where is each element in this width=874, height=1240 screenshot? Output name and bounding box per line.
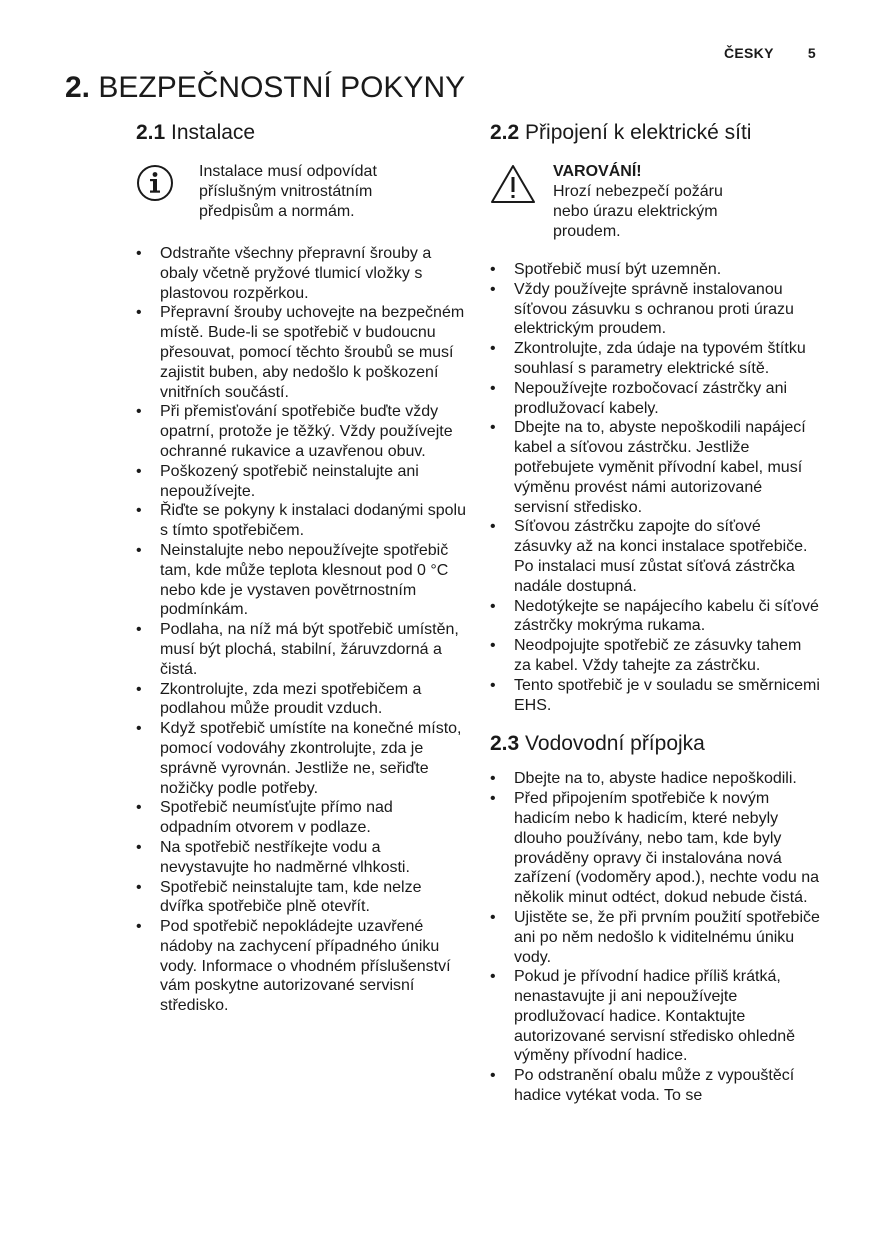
list-item: • Zkontrolujte, zda mezi spotřebičem a podlahou může proudit vzduch. [136,680,466,720]
list-item: • Vždy používejte správně instalovanou síťovou zásuvku s ochranou proti úrazu elektrickým proudem. [490,280,820,339]
list-item: • Po odstranění obalu může z vypouštěcí hadice vytékat voda. To se [490,1066,820,1106]
warning-notice-text [553,162,753,242]
list-item: • Při přemisťování spotřebiče buďte vždy opatrní, protože je těžký. Vždy používejte ochranné rukavice a uzavřenou obuv. [136,402,466,461]
list-item: • Poškozený spotřebič neinstalujte ani nepoužívejte. [136,462,466,502]
warning-text: Hrozí nebezpečí požáru nebo úrazu elektrickým proudem. [553,183,723,240]
list-item: • Přepravní šrouby uchovejte na bezpečném místě. Bude-li se spotřebič v budoucnu přesouvat, pomocí těchto šroubů se musí zajistit buben, aby nedošlo k poškození vnitřních součástí. [136,303,466,402]
water-connection-list [490,769,820,1106]
list-item: • Neinstalujte nebo nepoužívejte spotřebič tam, kde může teplota klesnout pod 0 °C nebo kde je vystaven povětrnostním podmínkám. [136,541,466,620]
list-item: • Dbejte na to, abyste hadice nepoškodili. [490,769,820,789]
list-item: • Na spotřebič nestříkejte vodu a nevystavujte ho nadměrné vlhkosti. [136,838,466,878]
list-item: • Spotřebič musí být uzemněn. [490,260,820,280]
section-2-2-number: 2.2 [490,121,520,144]
section-2-3-title [490,729,820,759]
list-item: • Pokud je přívodní hadice příliš krátká, nenastavujte ji ani nepoužívejte prodlužovací hadice. Kontaktujte autorizované servisní středisko ohledně výměny přívodní hadice. [490,967,820,1066]
section-2-3-number: 2.3 [490,732,520,756]
section-2-1-title-text: Instalace [171,121,256,144]
list-item: • Spotřebič neumísťujte přímo nad odpadním otvorem v podlaze. [136,798,466,838]
chapter-title [65,68,465,108]
list-item: • Nedotýkejte se napájecího kabelu či síťové zástrčky mokrýma rukama. [490,597,820,637]
list-item: • Nepoužívejte rozbočovací zástrčky ani prodlužovací kabely. [490,379,820,419]
page-header [724,45,816,61]
section-2-1-number: 2.1 [136,121,166,144]
chapter-title-text: BEZPEČNOSTNÍ POKYNY [98,71,466,104]
electrical-list [490,260,820,715]
chapter-number: 2. [65,71,91,104]
list-item: • Pod spotřebič nepokládejte uzavřené nádoby na zachycení případného úniku vody. Informace o vhodném příslušenství vám poskytne autorizované servisní středisko. [136,917,466,1016]
list-item: • Řiďte se pokyny k instalaci dodanými spolu s tímto spotřebičem. [136,501,466,541]
warning-icon [490,164,536,209]
installation-list [136,244,466,1016]
warning-label: VAROVÁNÍ! [553,163,642,180]
info-notice-text: Instalace musí odpovídat příslušným vnitrostátním předpisům a normám. [199,163,377,220]
list-item: • Před připojením spotřebiče k novým hadicím nebo k hadicím, které nebyly dlouho používány, nebo tam, kde byly prováděny opravy či instalována nová zařízení (vodoměry apod.), nechte vodu na několik minut odtéct, dokud nebude čistá. [490,789,820,908]
section-2-3-title-text: Vodovodní přípojka [525,732,705,756]
section-2-2-title [490,118,820,148]
list-item: • Tento spotřebič je v souladu se směrnicemi EHS. [490,676,820,716]
info-icon [136,164,174,207]
list-item: • Dbejte na to, abyste nepoškodili napájecí kabel a síťovou zástrčku. Jestliže potřebujete vyměnit přívodní kabel, musí výměnu provést námi autorizované servisní středisko. [490,418,820,517]
section-2-2-title-text: Připojení k elektrické síti [525,121,752,144]
page-number: 5 [807,45,816,61]
section-2-1-title [136,118,466,148]
list-item: • Spotřebič neinstalujte tam, kde nelze dvířka spotřebiče plně otevřít. [136,878,466,918]
list-item: • Ujistěte se, že při prvním použití spotřebiče ani po něm nedošlo k viditelnému úniku vody. [490,908,820,967]
left-column [136,118,466,1016]
language-label: ČESKY [723,45,774,61]
list-item: • Odstraňte všechny přepravní šrouby a obaly včetně pryžové tlumicí vložky s plastovou rozpěrkou. [136,244,466,303]
warning-notice [490,162,820,240]
list-item: • Neodpojujte spotřebič ze zásuvky tahem za kabel. Vždy tahejte za zástrčku. [490,636,820,676]
info-notice [136,162,466,226]
list-item: • Síťovou zástrčku zapojte do síťové zásuvky až na konci instalace spotřebiče. Po instalaci musí zůstat síťová zástrčka nadále dostupná. [490,517,820,596]
right-column [490,118,820,1106]
list-item: • Když spotřebič umístíte na konečné místo, pomocí vodováhy zkontrolujte, zda je správně vyrovnán. Jestliže ne, seřiďte nožičky podle potřeby. [136,719,466,798]
list-item: • Zkontrolujte, zda údaje na typovém štítku souhlasí s parametry elektrické sítě. [490,339,820,379]
list-item: • Podlaha, na níž má být spotřebič umístěn, musí být plochá, stabilní, žáruvzdorná a čistá. [136,620,466,679]
